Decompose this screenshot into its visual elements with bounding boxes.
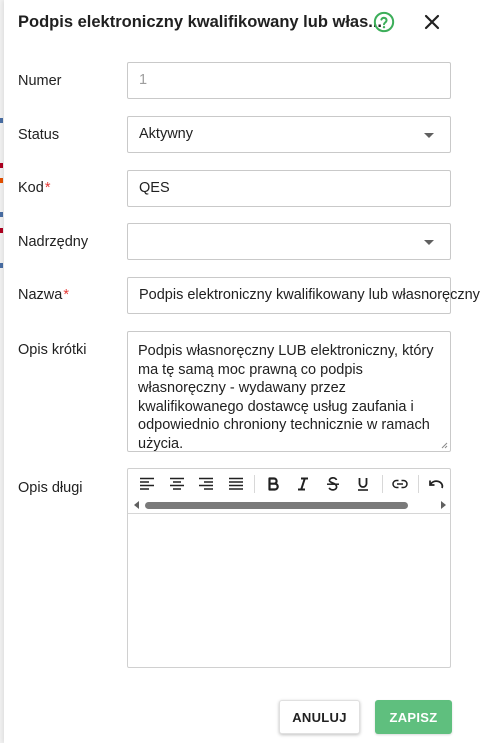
status-label: Status: [18, 127, 60, 143]
bold-icon[interactable]: [262, 475, 284, 493]
align-justify-icon[interactable]: [225, 475, 247, 493]
opis-dlugi-label: Opis długi: [18, 480, 83, 496]
kod-label: [18, 180, 50, 196]
dropdown-caret-icon: [424, 240, 434, 245]
opis-dlugi-editor[interactable]: [127, 468, 451, 668]
close-icon[interactable]: [422, 12, 442, 32]
kod-label-text: Kod: [18, 180, 44, 196]
dialog-title: Podpis elektroniczny kwalifikowany lub włas...: [18, 13, 383, 31]
opis-krotki-textarea[interactable]: [127, 331, 451, 452]
undo-icon[interactable]: [425, 475, 447, 493]
toolbar-divider: [254, 475, 255, 493]
dialog-header: [4, 0, 482, 46]
numer-label: Numer: [18, 73, 62, 89]
toolbar-divider: [418, 475, 419, 493]
underline-icon[interactable]: [352, 475, 374, 493]
kod-value: QES: [139, 180, 170, 196]
italic-icon[interactable]: [292, 475, 314, 493]
nadrzedny-label: Nadrzędny: [18, 234, 89, 250]
numer-value: 1: [139, 72, 148, 88]
required-mark: *: [63, 287, 69, 303]
scroll-right-arrow-icon[interactable]: [441, 501, 446, 509]
dropdown-caret-icon: [424, 133, 434, 138]
strikethrough-icon[interactable]: [322, 475, 344, 493]
toolbar-scrollbar-thumb[interactable]: [145, 502, 408, 509]
cancel-button[interactable]: ANULUJ: [279, 700, 360, 734]
help-circle-icon[interactable]: [373, 11, 395, 33]
save-button[interactable]: ZAPISZ: [375, 700, 452, 734]
status-select[interactable]: [127, 116, 451, 153]
nazwa-label: [18, 287, 69, 303]
align-center-icon[interactable]: [166, 475, 188, 493]
align-right-icon[interactable]: [195, 475, 217, 493]
editor-toolbar: [128, 469, 450, 514]
edit-dialog: [4, 0, 482, 743]
required-mark: *: [44, 180, 51, 196]
nadrzedny-select[interactable]: [127, 223, 451, 260]
opis-krotki-label: Opis krótki: [18, 342, 87, 358]
numer-field: [127, 62, 451, 99]
toolbar-divider: [382, 475, 383, 493]
resize-handle-icon[interactable]: [441, 442, 448, 449]
nazwa-input[interactable]: [127, 277, 480, 314]
kod-input[interactable]: [127, 170, 451, 207]
status-value: Aktywny: [139, 126, 193, 142]
opis-krotki-value: Podpis własnoręczny LUB elektroniczny, który ma tę samą moc prawną co podpis własnoręczny - wydawany przez kwalifikowanego dostawcę usług zaufania i odpowiednio chroniony technicznie w ramach użycia.: [138, 343, 434, 452]
nazwa-label-text: Nazwa: [18, 287, 63, 303]
editor-content-area[interactable]: [136, 521, 442, 661]
align-left-icon[interactable]: [136, 475, 158, 493]
scroll-left-arrow-icon[interactable]: [134, 501, 139, 509]
link-icon[interactable]: [389, 475, 411, 493]
nazwa-value: Podpis elektroniczny kwalifikowany lub własnoręczny: [139, 287, 480, 303]
